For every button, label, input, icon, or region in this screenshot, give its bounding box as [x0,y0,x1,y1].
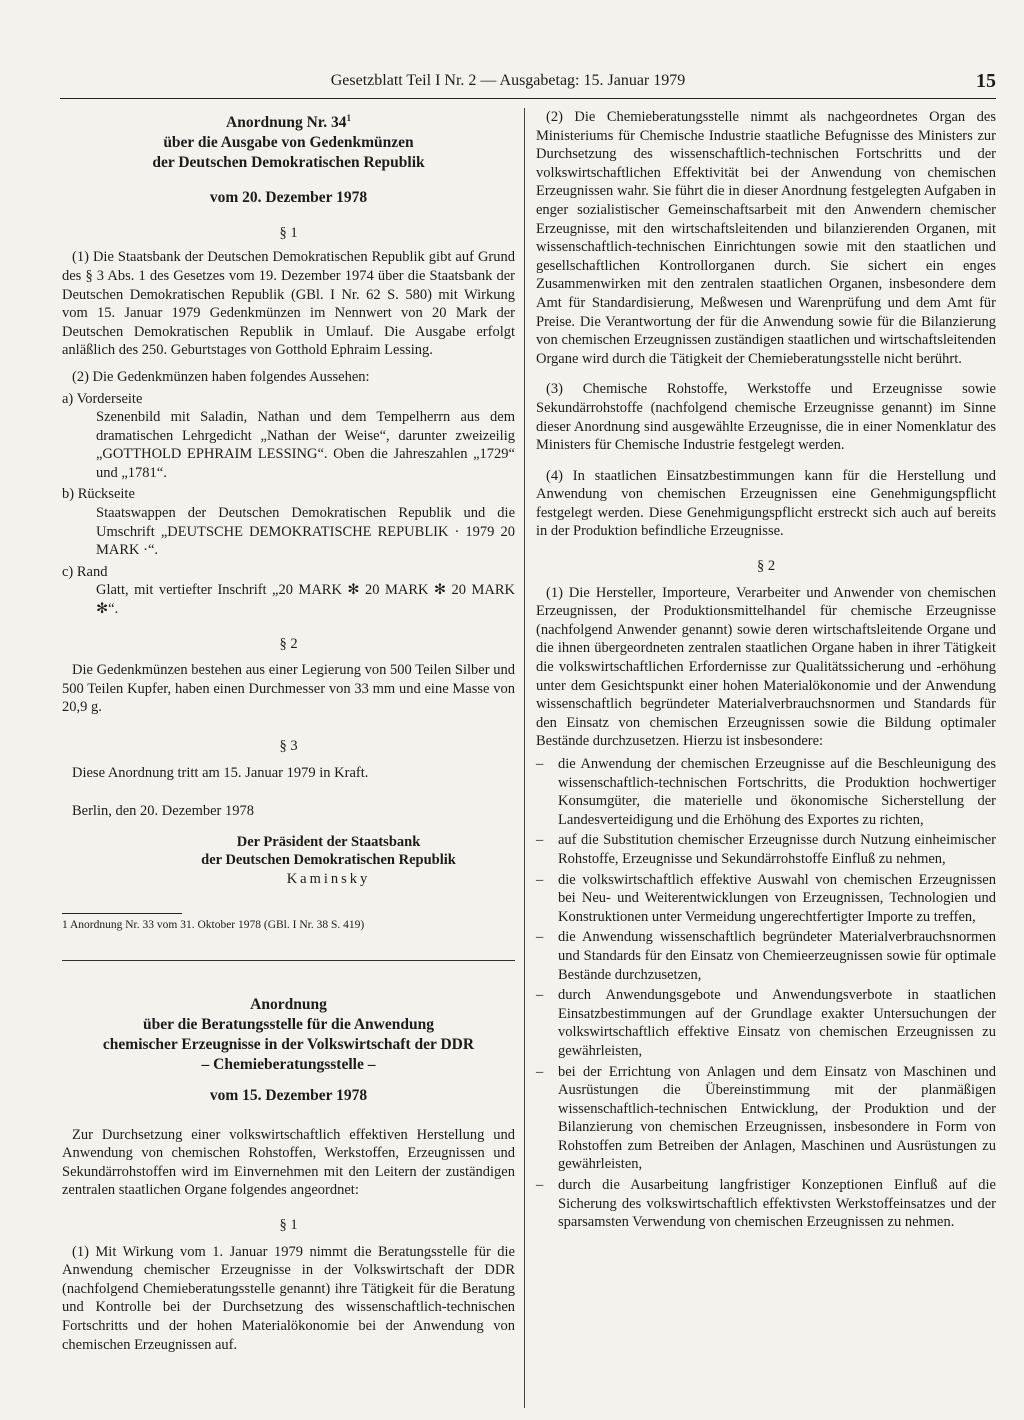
list-item: – bei der Errichtung von Anlagen und dem Einsatz von Maschinen und Ausrüstungen die Übereinstimmung mit der planmäßigen wissenschaftlich-technischen Entwicklung, der Produktion und der Bilanzierung von chemischen Erzeugnissen, insbesondere in Form von Rohstoffen zum Betreiben der Anlagen, Maschinen und Ausrüstungen zu gewährleisten, [536,1063,996,1175]
ordinance-chemistry [62,995,515,1354]
ordinance-coins [62,108,515,932]
footnote-marker: 1 [346,113,351,123]
list-item: – die Anwendung der chemischen Erzeugnisse auf die Beschleunigung des wissenschaftlich-technischen Fortschritts, die Produktion hochwertiger Konsumgüter, die materielle und ökonomische Sicherstellung der Landesverteidigung und die Erhöhung des Exportes zu richten, [536,755,996,829]
ordinance-coins-title [62,108,515,173]
title-line: Anordnung Nr. 34 [226,114,347,132]
place-date: Berlin, den 20. Dezember 1978 [72,803,255,820]
item-text: Szenenbild mit Saladin, Nathan und dem Tempelherrn aus dem dramatischen Lehrgedicht „Nathan der Weise“, darunter zweizeilig „GOTTHOLD EPHRAIM LESSING“. Oben die Jahreszahlen „1729“ und „1781“. [96,409,515,481]
signatory-title: Der Präsident der Staatsbank [236,833,421,850]
title-line: der Deutschen Demokratischen Republik [152,154,425,172]
ordinance-date: vom 15. Dezember 1978 [209,1087,368,1105]
ordinance-date: vom 20. Dezember 1978 [209,189,368,207]
paragraph: Die Gedenkmünzen bestehen aus einer Legierung von 500 Teilen Silber und 500 Teilen Kupfer, haben einen Durchmesser von 33 mm und eine Masse von 20,9 g. [62,662,515,716]
title-line: Anordnung [250,996,327,1014]
paragraph: Diese Anordnung tritt am 15. Januar 1979 in Kraft. [72,764,369,781]
list-item: – durch Anwendungsgebote und Anwendungsverbote in staatlichen Einsatzbestimmungen auf der Grundlage exakter Untersuchungen der volkswirtschaftlich effektive Einsatz von chemischen Erzeugnissen zu gewährleisten, [536,986,996,1060]
title-line: über die Beratungsstelle für die Anwendung [143,1016,434,1034]
list-item: – auf die Substitution chemischer Erzeugnisse durch Nutzung einheimischer Rohstoffe, Erzeugnisse und Sekundärrohstoffe Einfluß zu nehmen, [536,831,996,868]
title-line: über die Ausgabe von Gedenkmünzen [163,134,414,152]
ordinance-chemistry-title [62,995,515,1075]
section-heading: § 1 [279,1217,298,1234]
paragraph: (2) Die Chemieberatungsstelle nimmt als nachgeordnetes Organ des Ministeriums für Chemische Industrie staatliche Befugnisse des Ministers zur Durchsetzung des wissenschaftlich-technischen Fortschritts und der volkswirtschaftlichen Effektivität bei der Anwendung von chemischen Erzeugnissen wahr. Sie führt die in dieser Anordnung festgelegten Aufgaben in enger sozialistischer Gemeinschaftsarbeit mit den Anwendern chemischer Erzeugnisse, mit den wirtschaftsleitenden und bilanzierenden Organen, mit wissenschaftlich-technischen Einrichtungen sowie mit den staatlichen und gesellschaftlichen Kontrollorganen durch. Sie sichert ein enges Zusammenwirken mit den zentralen staatlichen Organen, insbesondere dem Amt für Standardisierung, Meßwesen und Warenprüfung und dem Amt für Preise. Die Verantwortung der für die Anwendung sowie für die Bilanzierung von chemischen Erzeugnissen zuständigen staatlichen und wirtschaftsleitenden Organe wird durch die Tätigkeit der Chemieberatungsstelle nicht berührt. [536,109,996,367]
title-line: – Chemieberatungsstelle – [201,1056,376,1074]
section-heading: § 1 [279,224,298,241]
section-heading: § 2 [756,558,776,575]
header-title: Gesetzblatt Teil I Nr. 2 — Ausgabetag: 15. Januar 1979 [330,72,686,89]
list-item: – durch die Ausarbeitung langfristiger Konzeptionen Einfluß auf die Sicherung des volkswirtschaftlich effektivsten Werkstoffeinsatzes und der sparsamsten Verwendung von chemischen Erzeugnissen zu nehmen. [536,1176,996,1232]
right-column [536,108,996,1234]
item-label: b) Rückseite [62,486,135,503]
item-text: Glatt, mit vertiefter Inschrift „20 MARK ✻ 20 MARK ✻ 20 MARK ✻“. [96,582,515,618]
footnote: 1 Anordnung Nr. 33 vom 31. Oktober 1978 (GBl. I Nr. 38 S. 419) [62,918,365,931]
column-divider [524,108,525,1408]
signatory-title: der Deutschen Demokratischen Republik [201,852,456,869]
paragraph: (1) Die Staatsbank der Deutschen Demokratischen Republik gibt auf Grund des § 3 Abs. 1 des Gesetzes vom 19. Dezember 1974 über die Staatsbank der Deutschen Demokratischen Republik (GBl. I Nr. 62 S. 580) mit Wirkung vom 15. Januar 1979 Gedenkmünzen im Nennwert von 20 Mark der Deutschen Demokratischen Republik in Umlauf. Die Ausgabe erfolgt anläßlich des 250. Geburtstages von Gotthold Ephraim Lessing. [62,249,515,359]
signatory-name: Kaminsky [286,870,371,887]
paragraph: (1) Die Hersteller, Importeure, Verarbeiter und Anwender von chemischen Erzeugnissen, der Produktionsmittelhandel für chemische Erzeugnisse (nachfolgend Anwender genannt) sowie deren wirtschaftsleitende Organe und die ihnen übergeordneten zentralen staatlichen Organe haben in ihrer Tätigkeit die volkswirtschaftlichen Erfordernisse zur Qualitätssicherung und -erhöhung unter dem Gesichtspunkt einer hohen Materialökonomie und der Anwendung wissenschaftlich begründeter Materialverbrauchsnormen und Standards für den Einsatz von chemischen Erzeugnissen sowie die Bildung optimaler Bestände durchzusetzen. Hierzu ist insbesondere: [536,584,996,750]
footnote-rule [62,913,182,914]
list-item: – die volkswirtschaftlich effektive Auswahl von chemischen Erzeugnissen bei Neu- und Weiterentwicklungen von Erzeugnissen, Technologien und Konstruktionen unter Vermeidung ungerechtfertigter Importe zu treffen, [536,871,996,927]
title-line: chemischer Erzeugnisse in der Volkswirtschaft der DDR [102,1036,475,1054]
paragraph: (1) Mit Wirkung vom 1. Januar 1979 nimmt die Beratungsstelle für die Anwendung chemischer Erzeugnisse in der Volkswirtschaft der DDR (nachfolgend Chemieberatungsstelle genannt) ihre Tätigkeit für die Beratung und Kontrolle bei der Durchsetzung des wissenschaftlich-technischen Fortschritts und der hohen Materialökonomie bei der Anwendung von chemischen Erzeugnissen auf. [62,1243,515,1353]
page-number: 15 [976,70,996,92]
paragraph: Zur Durchsetzung einer volkswirtschaftlich effektiven Herstellung und Anwendung von chemischen Rohstoffen, Werkstoffen, Erzeugnissen und Sekundärrohstoffen wird im Einvernehmen mit den Leitern der zuständigen zentralen staatlichen Organe folgendes angeordnet: [62,1126,515,1199]
paragraph: (4) In staatlichen Einsatzbestimmungen kann für die Herstellung und Anwendung von chemischen Erzeugnissen eine Genehmigungspflicht festgelegt werden. Diese Genehmigungspflicht erstreckt sich auch auf bereits in der Produktion befindliche Erzeugnisse. [536,467,996,540]
item-text: Staatswappen der Deutschen Demokratischen Republik und die Umschrift „DEUTSCHE DEMOKRATISCHE REPUBLIK · 1979 20 MARK ·“. [96,505,515,559]
requirements-list [536,755,996,1232]
list-item: – die Anwendung wissenschaftlich begründeter Materialverbrauchsnormen und Standards für den Einsatz von Chemieerzeugnissen sowie für optimale Bestände durchzusetzen, [536,928,996,984]
item-label: a) Vorderseite [62,390,143,407]
section-heading: § 3 [279,738,298,754]
page-header [60,72,996,99]
item-label: c) Rand [62,563,108,580]
paragraph: (3) Chemische Rohstoffe, Werkstoffe und Erzeugnisse sowie Sekundärrohstoffe (nachfolgend chemische Erzeugnisse genannt) im Sinne dieser Anordnung sind ausgewählte Erzeugnisse, die in einer Nomenklatur des Ministers für Chemische Industrie festgelegt werden. [536,381,996,454]
left-column [62,108,515,1354]
signature-block [62,833,515,889]
paragraph: (2) Die Gedenkmünzen haben folgendes Aussehen: [72,368,370,385]
section-heading: § 2 [279,635,298,652]
section-separator [62,960,515,962]
